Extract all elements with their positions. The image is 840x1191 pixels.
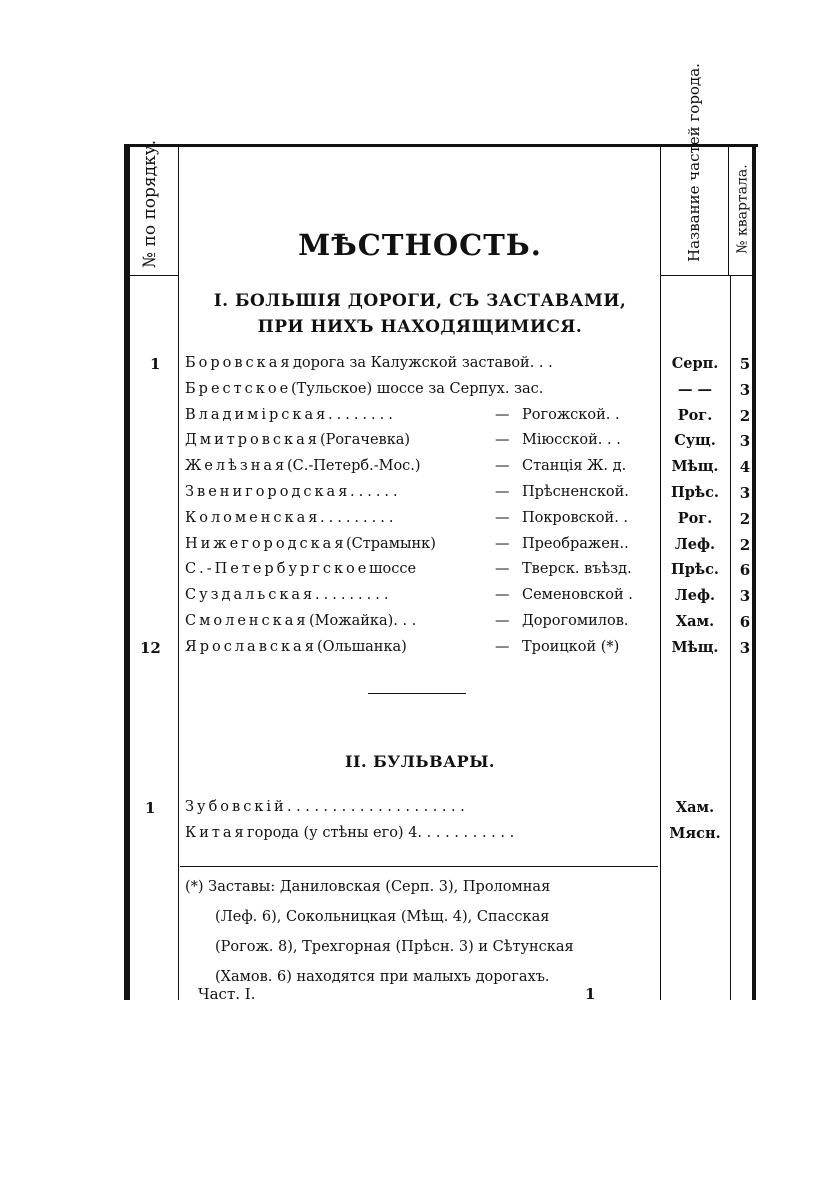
table-row [185,432,660,456]
city-part: Мѣщ. [671,639,719,656]
quarter-number: 3 [739,381,751,399]
road-name: Дмитровская [185,432,320,448]
road-detail: (Можайка). . . [309,613,417,629]
table-row [185,536,660,560]
dash-mark: — [495,484,510,500]
road-detail: (С.-Петерб.-Мос.) [287,458,421,474]
dash-mark: — [495,613,510,629]
dash-mark: — [495,536,510,552]
table-row [185,355,660,379]
part-column-header-text: Название частей города. [685,63,703,262]
table-row [185,510,660,534]
road-detail: ...... [350,484,402,500]
quarter-column-inner-divider [730,276,731,1000]
road-detail: дорога за Калужской заставой. . . [293,355,553,371]
road-detail: ......... [320,510,398,526]
quarter-number: 3 [739,639,751,657]
city-part: Рог. [677,407,713,424]
road-name: Нижегородская [185,536,347,552]
road-name: Звенигородская [185,484,351,500]
dash-mark: — [495,561,510,577]
table-row [185,484,660,508]
quarter-number: 3 [739,484,751,502]
dash-mark: — [495,510,510,526]
city-part: Прѣс. [671,484,719,501]
dash-mark: — [495,407,510,423]
road-detail: (Ольшанка) [317,639,407,655]
quarter-column-header-text: № квартала. [734,164,751,254]
footnote-line-4: (Хамов. 6) находятся при малыхъ дорогахъ. [215,969,550,985]
footnote-rule [180,866,658,867]
boulevard-name: Зубовскій [185,799,287,815]
quarter-number: 3 [739,432,751,450]
road-detail: шоссе [369,561,417,577]
quarter-number: 2 [739,407,751,425]
city-part: Мѣщ. [671,458,719,475]
road-name: С.-Петербургское [185,561,370,577]
gate-name: Тверск. въѣзд. [522,561,632,577]
road-name: Ярославская [185,639,317,655]
gate-name: Семеновской . [522,587,633,603]
road-name: Суздальская [185,587,316,603]
city-part: Рог. [677,510,713,527]
quarter-column-header [728,150,756,275]
road-detail: (Страмынк) [346,536,436,552]
part-column-header [660,63,728,275]
city-part: Хам. [675,799,715,816]
row-number: 1 [150,355,161,373]
road-detail: (Рогачевка) [320,432,411,448]
header-bottom-rule [661,275,756,276]
road-detail: ......... [315,587,393,603]
quarter-number: 5 [739,355,751,373]
city-part: Леф. [674,536,716,553]
road-name: Желѣзная [185,458,288,474]
road-detail: ........ [328,407,397,423]
section1-title-line2: ПРИ НИХЪ НАХОДЯЩИМИСЯ. [257,317,583,337]
city-part: Леф. [674,587,716,604]
quarter-number: 2 [739,536,751,554]
quarter-number: 6 [739,613,751,631]
city-part: Хам. [675,613,715,630]
table-row [185,613,660,637]
section-separator [368,693,466,694]
boulevard-detail: города (у стѣны его) 4. . . . . . . . . . . [247,825,515,841]
table-row [185,825,660,849]
table-row [185,561,660,585]
city-part: Серп. [671,355,719,372]
top-rule [124,144,758,147]
row-number: 1 [145,799,156,817]
table-row [185,799,660,823]
table-row [185,587,660,611]
gate-name: Прѣсненской. [522,484,629,500]
road-detail: (Тульское) шоссе за Серпух. зас. [291,381,544,397]
dash-mark: — [495,458,510,474]
footnote-line-2: (Леф. 6), Сокольницкая (Мѣщ. 4), Спасская [215,909,550,925]
number-column-header [120,139,180,275]
quarter-number: 3 [739,587,751,605]
road-name: Смоленская [185,613,309,629]
boulevard-name: Китая [185,825,247,841]
road-name: Брестское [185,381,292,397]
gate-name: Троицкой (*) [522,639,620,655]
table-row [185,458,660,482]
gate-name: Преображен.. [522,536,629,552]
row-number: 12 [140,639,161,657]
gate-name: Дорогомилов. [522,613,629,629]
boulevard-detail: .................... [287,799,470,815]
city-part: Сущ. [674,432,716,449]
gate-name: Міюсской. . . [522,432,621,448]
gate-name: Покровской. . [522,510,629,526]
signature-mark: Част. I. [198,985,256,1003]
city-part: — — [677,381,713,398]
section2-title: II. БУЛЬВАРЫ. [345,752,495,771]
dash-mark: — [495,639,510,655]
table-row [185,381,660,405]
quarter-number: 2 [739,510,751,528]
number-header-bottom-rule [130,275,178,276]
road-name: Владимірская [185,407,329,423]
section1-title [190,288,650,340]
number-column-header-text: № по порядку. [140,139,160,268]
city-part: Прѣс. [671,561,719,578]
city-part: Мясн. [669,825,721,842]
table-row [185,407,660,431]
page-title: МѢСТНОСТЬ. [298,228,542,262]
footnote-line-3: (Рогож. 8), Трехгорная (Прѣсн. 3) и Сѣтунская [215,939,574,955]
road-name: Коломенская [185,510,321,526]
dash-mark: — [495,587,510,603]
gate-name: Станція Ж. д. [522,458,627,474]
page-number: 1 [585,985,596,1003]
gate-name: Рогожской. . [522,407,620,423]
footnote-line-1: (*) Заставы: Даниловская (Серп. 3), Проломная [185,879,551,895]
table-row [185,639,660,663]
section1-title-line1: I. БОЛЬШІЯ ДОРОГИ, СЪ ЗАСТАВАМИ, [213,291,627,311]
quarter-number: 4 [739,458,751,476]
quarter-number: 6 [739,561,751,579]
dash-mark: — [495,432,510,448]
road-name: Боровская [185,355,293,371]
